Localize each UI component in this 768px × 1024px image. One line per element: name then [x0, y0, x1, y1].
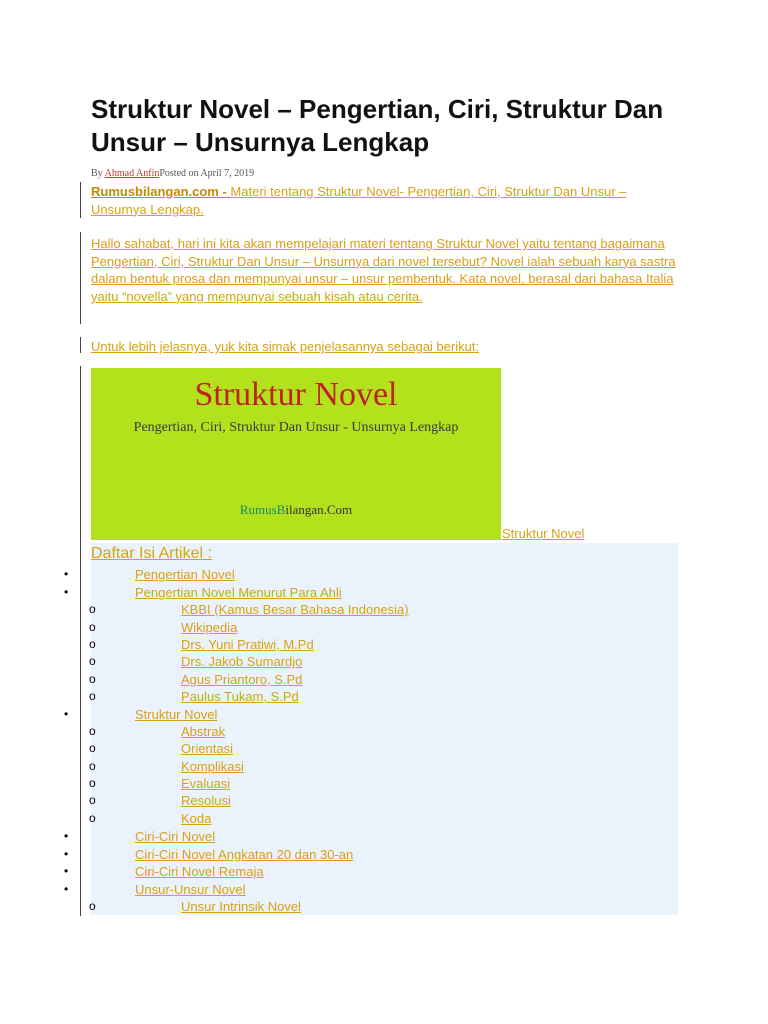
toc-link-yuni-pratiwi[interactable]: Drs. Yuni Pratiwi, M.Pd	[181, 637, 314, 652]
toc-title: Daftar Isi Artikel :	[91, 545, 212, 562]
toc-circle: o	[89, 776, 96, 790]
quote-bar-4	[80, 366, 81, 916]
intro-brand-link[interactable]: Rumusbilangan.com	[91, 184, 219, 199]
toc-bullet: •	[64, 707, 69, 721]
toc-circle: o	[89, 602, 96, 616]
toc-link-ciri-angkatan[interactable]: Ciri-Ciri Novel Angkatan 20 dan 30-an	[135, 847, 354, 862]
intro-dash: -	[218, 184, 231, 199]
toc-bullet: •	[64, 585, 69, 599]
byline-prefix: By	[91, 168, 105, 179]
toc-link-kbbi[interactable]: KBBI (Kamus Besar Bahasa Indonesia)	[181, 602, 409, 617]
post-date: Posted on April 7, 2019	[159, 168, 255, 179]
lead-in-paragraph	[91, 338, 683, 356]
toc-link-ciri-remaja[interactable]: Ciri-Ciri Novel Remaja	[135, 864, 264, 879]
toc-circle: o	[89, 759, 96, 773]
intro-paragraph	[91, 183, 683, 218]
banner-brand-a: RumusB	[239, 502, 286, 517]
byline	[91, 168, 254, 179]
toc-link-unsur-intrinsik[interactable]: Unsur Intrinsik Novel	[181, 899, 301, 914]
quote-bar-2	[80, 232, 81, 324]
toc-link-koda[interactable]: Koda	[181, 811, 212, 826]
article-title: Struktur Novel – Pengertian, Ciri, Struktur Dan Unsur – Unsurnya Lengkap	[91, 94, 664, 157]
toc-link-ciri-ciri-novel[interactable]: Ciri-Ciri Novel	[135, 829, 216, 844]
toc-circle: o	[89, 637, 96, 651]
toc-bullet: •	[64, 847, 69, 861]
toc-bullet: •	[64, 567, 69, 581]
toc-link-jakob-sumardjo[interactable]: Drs. Jakob Sumardjo	[181, 654, 303, 669]
body-paragraph-text[interactable]: Hallo sahabat, hari ini kita akan mempelajari materi tentang Struktur Novel yaitu tentang bagaimana Pengertian, Ciri, Struktur Dan Unsur – Unsurnya dari novel tersebut? Novel ialah sebuah karya sastra dalam bentuk prosa dan mempunyai unsur – unsur pembentuk. Kata novel, berasal dari bahasa Italia yaitu “novella” yang mempunyai sebuah kisah atau cerita.	[91, 236, 676, 304]
toc-bullet: •	[64, 829, 69, 843]
toc-link-resolusi[interactable]: Resolusi	[181, 793, 231, 808]
toc-link-pengertian-menurut-ahli[interactable]: Pengertian Novel Menurut Para Ahli	[135, 585, 342, 600]
toc-circle: o	[89, 672, 96, 686]
quote-bar-3	[80, 337, 81, 353]
toc-link-agus-priantoro[interactable]: Agus Priantoro, S.Pd	[181, 672, 303, 687]
toc-circle: o	[89, 793, 96, 807]
lead-in-text[interactable]: Untuk lebih jelasnya, yuk kita simak penjelasannya sebagai berikut:	[91, 339, 480, 354]
toc-circle: o	[89, 741, 96, 755]
toc-bullet: •	[64, 864, 69, 878]
image-caption-link[interactable]: Struktur Novel	[502, 526, 585, 541]
toc-link-struktur-novel[interactable]: Struktur Novel	[135, 707, 218, 722]
toc-link-unsur-unsur-novel[interactable]: Unsur-Unsur Novel	[135, 882, 246, 897]
author-link[interactable]: Ahmad Anfin	[104, 168, 160, 179]
body-paragraph	[91, 235, 683, 305]
banner-title: Struktur Novel	[194, 376, 398, 413]
toc-link-paulus-tukam[interactable]: Paulus Tukam, S.Pd	[181, 689, 299, 704]
toc-link-orientasi[interactable]: Orientasi	[181, 741, 234, 756]
toc-link-evaluasi[interactable]: Evaluasi	[181, 776, 231, 791]
toc-circle: o	[89, 689, 96, 703]
banner-subtitle: Pengertian, Ciri, Struktur Dan Unsur - Unsurnya Lengkap	[133, 420, 459, 435]
intro-text[interactable]: Materi tentang Struktur Novel- Pengertian, Ciri, Struktur Dan Unsur – Unsurnya Lengkap.	[91, 184, 627, 217]
toc-link-abstrak[interactable]: Abstrak	[181, 724, 226, 739]
toc-circle: o	[89, 654, 96, 668]
toc-circle: o	[89, 620, 96, 634]
toc-link-pengertian-novel[interactable]: Pengertian Novel	[135, 567, 235, 582]
toc-bullet: •	[64, 882, 69, 896]
banner-brand-b: ilangan.Com	[285, 502, 353, 517]
toc-circle: o	[89, 899, 96, 913]
toc-circle: o	[89, 724, 96, 738]
toc-link-wikipedia[interactable]: Wikipedia	[181, 620, 238, 635]
toc-link-komplikasi[interactable]: Komplikasi	[181, 759, 244, 774]
banner-brand	[91, 502, 501, 518]
quote-bar-1	[80, 182, 81, 218]
toc-circle: o	[89, 811, 96, 825]
featured-image	[91, 368, 501, 540]
